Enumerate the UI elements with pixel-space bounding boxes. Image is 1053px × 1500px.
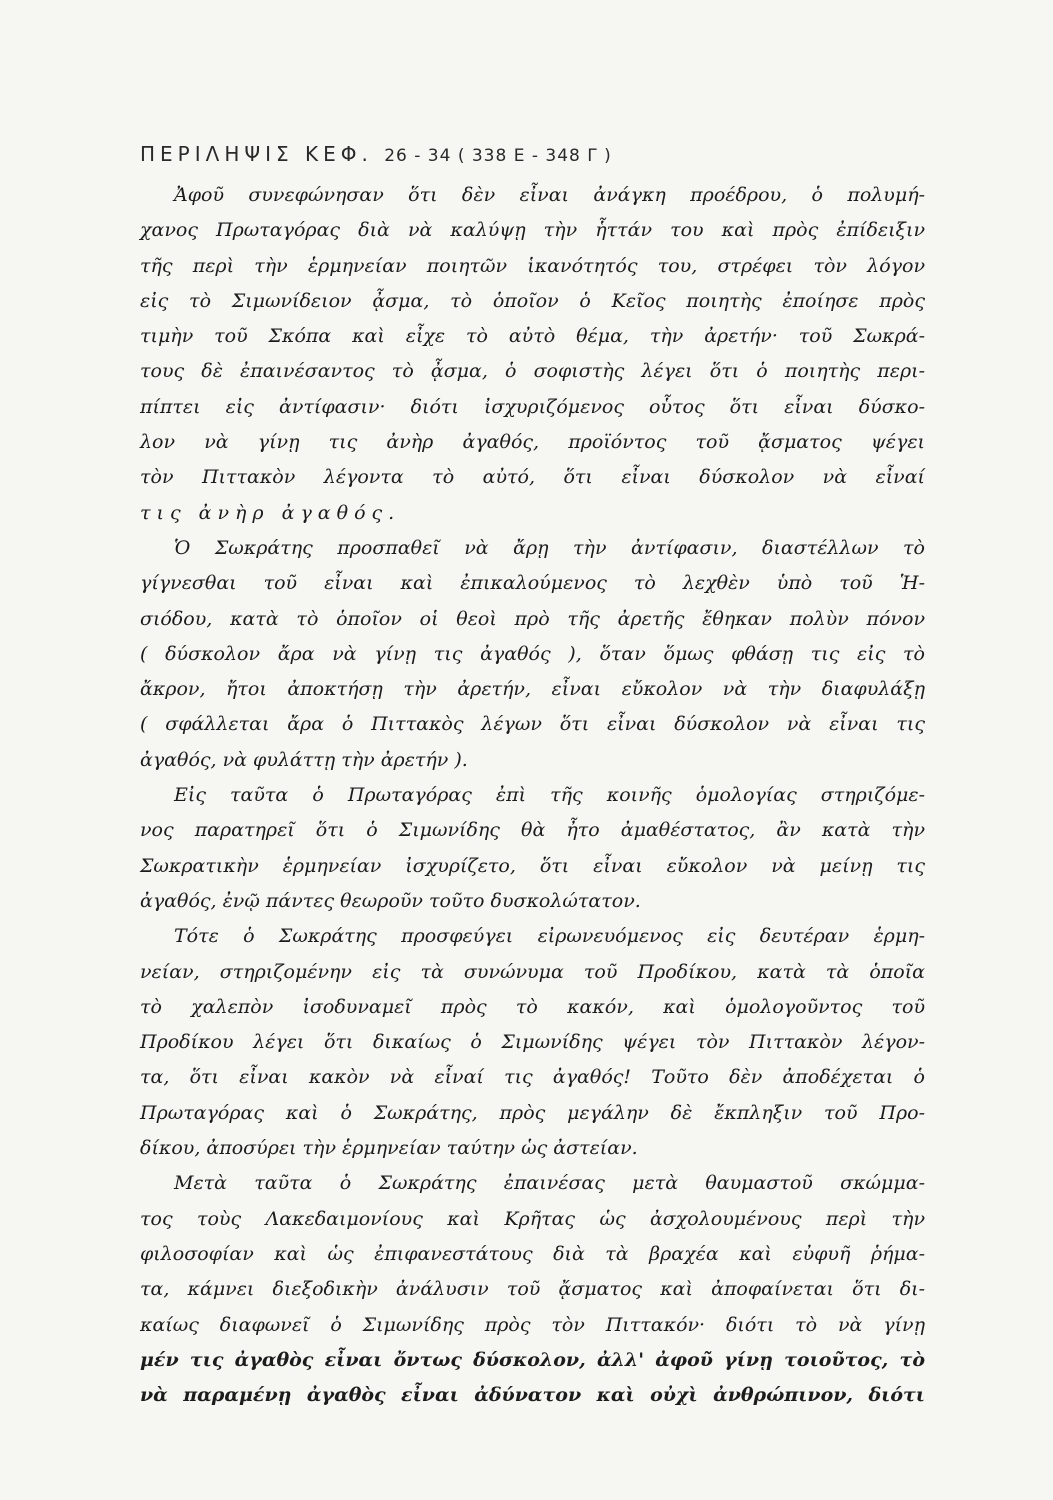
text-line: φιλοσοφίαν καὶ ὡς ἐπιφανεστάτους διὰ τὰ βραχέα καὶ εὐφυῆ ῥήμα- [140,1242,925,1265]
text-line: Ἀφοῦ συνεφώνησαν ὅτι δὲν εἶναι ἀνάγκη προέδρου, ὁ πολυμή- [174,184,925,206]
text-line: δίκου, ἀποσύρει τὴν ἑρμηνείαν ταύτην ὡς ἀστείαν. [140,1137,638,1160]
text-line: χανος Πρωταγόρας διὰ νὰ καλύψῃ τὴν ἧττάν του καὶ πρὸς ἐπίδειξιν [140,219,925,242]
text-line: ἄκρον, ἤτοι ἀποκτήσῃ τὴν ἀρετήν, εἶναι εὔκολον νὰ τὴν διαφυλάξῃ [140,678,925,701]
text-line: σιόδου, κατὰ τὸ ὁποῖον οἱ θεοὶ πρὸ τῆς ἀρετῆς ἔθηκαν πολὺν πόνον [140,607,925,630]
text-line: ( σφάλλεται ἄρα ὁ Πιττακὸς λέγων ὅτι εἶναι δύσκολον νὰ εἶναι τις [140,713,925,736]
text-line: τα, ὅτι εἶναι κακὸν νὰ εἶναί τις ἀγαθός! Τοῦτο δὲν ἀποδέχεται ὁ [140,1066,925,1089]
text-line: τὸν Πιττακὸν λέγοντα τὸ αὐτό, ὅτι εἶναι δύσκολον νὰ εἶναί [140,466,925,489]
text-line: νος παρατηρεῖ ὅτι ὁ Σιμωνίδης θὰ ἦτο ἀμαθέστατος, ἂν κατὰ τὴν [140,819,925,842]
text-line: μέν τις ἀγαθὸς εἶναι ὄντως δύσκολον, ἀλλ' ἀφοῦ γίνῃ τοιοῦτος, τὸ [140,1348,925,1371]
text-line: καίως διαφωνεῖ ὁ Σιμωνίδης πρὸς τὸν Πιττακόν· διότι τὸ νὰ γίνῃ [140,1313,925,1336]
text-line: Τότε ὁ Σωκράτης προσφεύγει εἰρωνευόμενος εἰς δευτέραν ἑρμη- [174,925,925,948]
text-line: τιμὴν τοῦ Σκόπα καὶ εἶχε τὸ αὐτὸ θέμα, τὴν ἀρετήν· τοῦ Σωκρά- [140,325,925,348]
text-line: τῆς περὶ τὴν ἑρμηνείαν ποιητῶν ἱκανότητός του, στρέφει τὸν λόγον [140,254,925,277]
text-line: Σωκρατικὴν ἑρμηνείαν ἰσχυρίζετο, ὅτι εἶναι εὔκολον νὰ μείνῃ τις [140,854,925,877]
text-line: Πρωταγόρας καὶ ὁ Σωκράτης, πρὸς μεγάλην δὲ ἔκπληξιν τοῦ Προ- [140,1101,925,1124]
text-line: τὸ χαλεπὸν ἰσοδυναμεῖ πρὸς τὸ κακόν, καὶ ὁμολογοῦντος τοῦ [140,995,925,1018]
text-line: ἀγαθός, νὰ φυλάττῃ τὴν ἀρετήν ). [140,748,468,771]
text-line: νείαν, στηριζομένην εἰς τὰ συνώνυμα τοῦ Προδίκου, κατὰ τὰ ὁποῖα [140,960,925,983]
text-line: Προδίκου λέγει ὅτι δικαίως ὁ Σιμωνίδης ψέγει τὸν Πιττακὸν λέγον- [140,1031,925,1054]
text-line: τος τοὺς Λακεδαιμονίους καὶ Κρῆτας ὡς ἀσχολουμένους περὶ τὴν [140,1207,925,1230]
text-line: Μετὰ ταῦτα ὁ Σωκράτης ἐπαινέσας μετὰ θαυμαστοῦ σκώμμα- [174,1172,925,1195]
page-header [140,142,930,166]
text-line: εἰς τὸ Σιμωνίδειον ᾆσμα, τὸ ὁποῖον ὁ Κεῖος ποιητὴς ἐποίησε πρὸς [140,289,925,312]
text-line: Εἰς ταῦτα ὁ Πρωταγόρας ἐπὶ τῆς κοινῆς ὁμολογίας στηριζόμε- [174,784,925,807]
text-line: τα, κάμνει διεξοδικὴν ἀνάλυσιν τοῦ ᾄσματος καὶ ἀποφαίνεται ὅτι δι- [140,1278,925,1301]
text-line: γίγνεσθαι τοῦ εἶναι καὶ ἐπικαλούμενος τὸ λεχθὲν ὑπὸ τοῦ Ἡ- [140,572,925,595]
text-line: ( δύσκολον ἄρα νὰ γίνῃ τις ἀγαθός ), ὅταν ὅμως φθάσῃ τις εἰς τὸ [140,642,925,665]
text-line: πίπτει εἰς ἀντίφασιν· διότι ἰσχυριζόμενος οὗτος ὅτι εἶναι δύσκο- [140,395,925,418]
header-range: 26 - 34 ( 338 Ε - 348 Γ ) [384,146,612,166]
summary-text [140,178,925,1413]
text-line: ἀγαθός, ἐνῷ πάντες θεωροῦν τοῦτο δυσκολώτατον. [140,889,641,912]
text-line: λον νὰ γίνῃ τις ἀνὴρ ἀγαθός, προϊόντος τοῦ ᾄσματος ψέγει [140,431,925,454]
text-line: Ὁ Σωκράτης προσπαθεῖ νὰ ἄρῃ τὴν ἀντίφασιν, διαστέλλων τὸ [174,536,925,559]
header-title: ΠΕΡΙΛΗΨΙΣ ΚΕΦ. [140,142,373,166]
text-line: τις ἀνὴρ ἀγαθός. [140,501,401,524]
text-line: νὰ παραμένῃ ἀγαθὸς εἶναι ἀδύνατον καὶ οὐχὶ ἀνθρώπινον, διότι [140,1384,925,1407]
text-line: τους δὲ ἐπαινέσαντος τὸ ᾆσμα, ὁ σοφιστὴς λέγει ὅτι ὁ ποιητὴς περι- [140,360,925,383]
